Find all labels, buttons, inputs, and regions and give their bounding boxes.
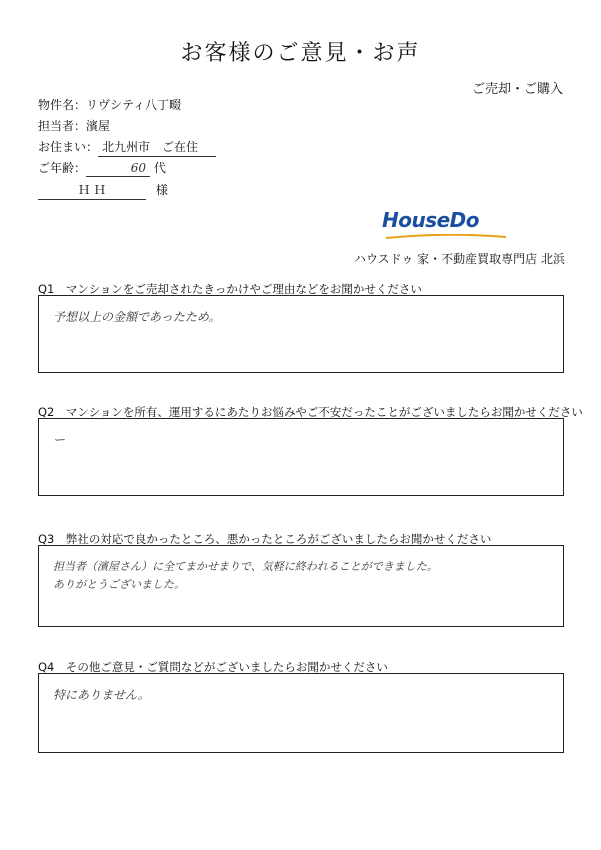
housedo-logo	[382, 208, 479, 232]
question-2-label: Q2 マンションを所有、運用するにあたりお悩みやご不安だったことがございましたらお聞かせください	[38, 405, 583, 419]
address-label: お住まい：	[38, 140, 99, 154]
question-4-answer: 特にありません。	[53, 688, 150, 702]
question-3-answer	[53, 556, 438, 596]
age-value: 60	[86, 161, 150, 177]
address-row	[38, 138, 216, 157]
logo-swoosh-icon	[386, 234, 506, 240]
age-label: ご年齢：	[38, 161, 87, 175]
customer-name-row	[38, 181, 168, 200]
page-title: お客様のご意見・お声	[180, 41, 421, 66]
question-3-answer-box	[38, 545, 564, 627]
age-suffix: 代	[153, 161, 166, 175]
question-1-answer-box	[38, 295, 564, 373]
staff-label: 担当者：	[38, 119, 87, 133]
question-4-answer-box	[38, 673, 564, 753]
property-row	[38, 96, 181, 113]
staff-row	[38, 117, 110, 134]
customer-name-value: Ｈ Ｈ	[38, 181, 146, 200]
question-2-answer: ー	[53, 433, 66, 447]
customer-name-suffix: 様	[155, 183, 168, 197]
logo-text: HouseDo	[382, 208, 480, 232]
staff-value: 濱屋	[86, 119, 111, 133]
question-3-label: Q3 弊社の対応で良かったところ、悪かったところがございましたらお聞かせください	[38, 532, 492, 546]
question-3-answer-line-2: ありがとうございました。	[53, 578, 185, 591]
question-4-label: Q4 その他ご意見・ご質問などがございましたらお聞かせください	[38, 660, 388, 674]
question-3-answer-line-1: 担当者（濱屋さん）に全てまかせまりで、気軽に終われることができました。	[53, 560, 438, 573]
category-tag: ご売却・ご購入	[471, 82, 563, 97]
question-1-label: Q1 マンションをご売却されたきっかけやご理由などをお聞かせください	[38, 282, 422, 296]
question-1-answer: 予想以上の金額であったため。	[53, 310, 221, 324]
logo-subtitle: ハウスドゥ 家・不動産買取専門店 北浜	[354, 252, 565, 266]
age-row	[38, 159, 166, 177]
property-label: 物件名：	[38, 98, 87, 112]
property-value: リヴシティ八丁畷	[86, 98, 182, 112]
address-value: 北九州市 ご在住	[98, 138, 216, 157]
question-2-answer-box	[38, 418, 564, 496]
